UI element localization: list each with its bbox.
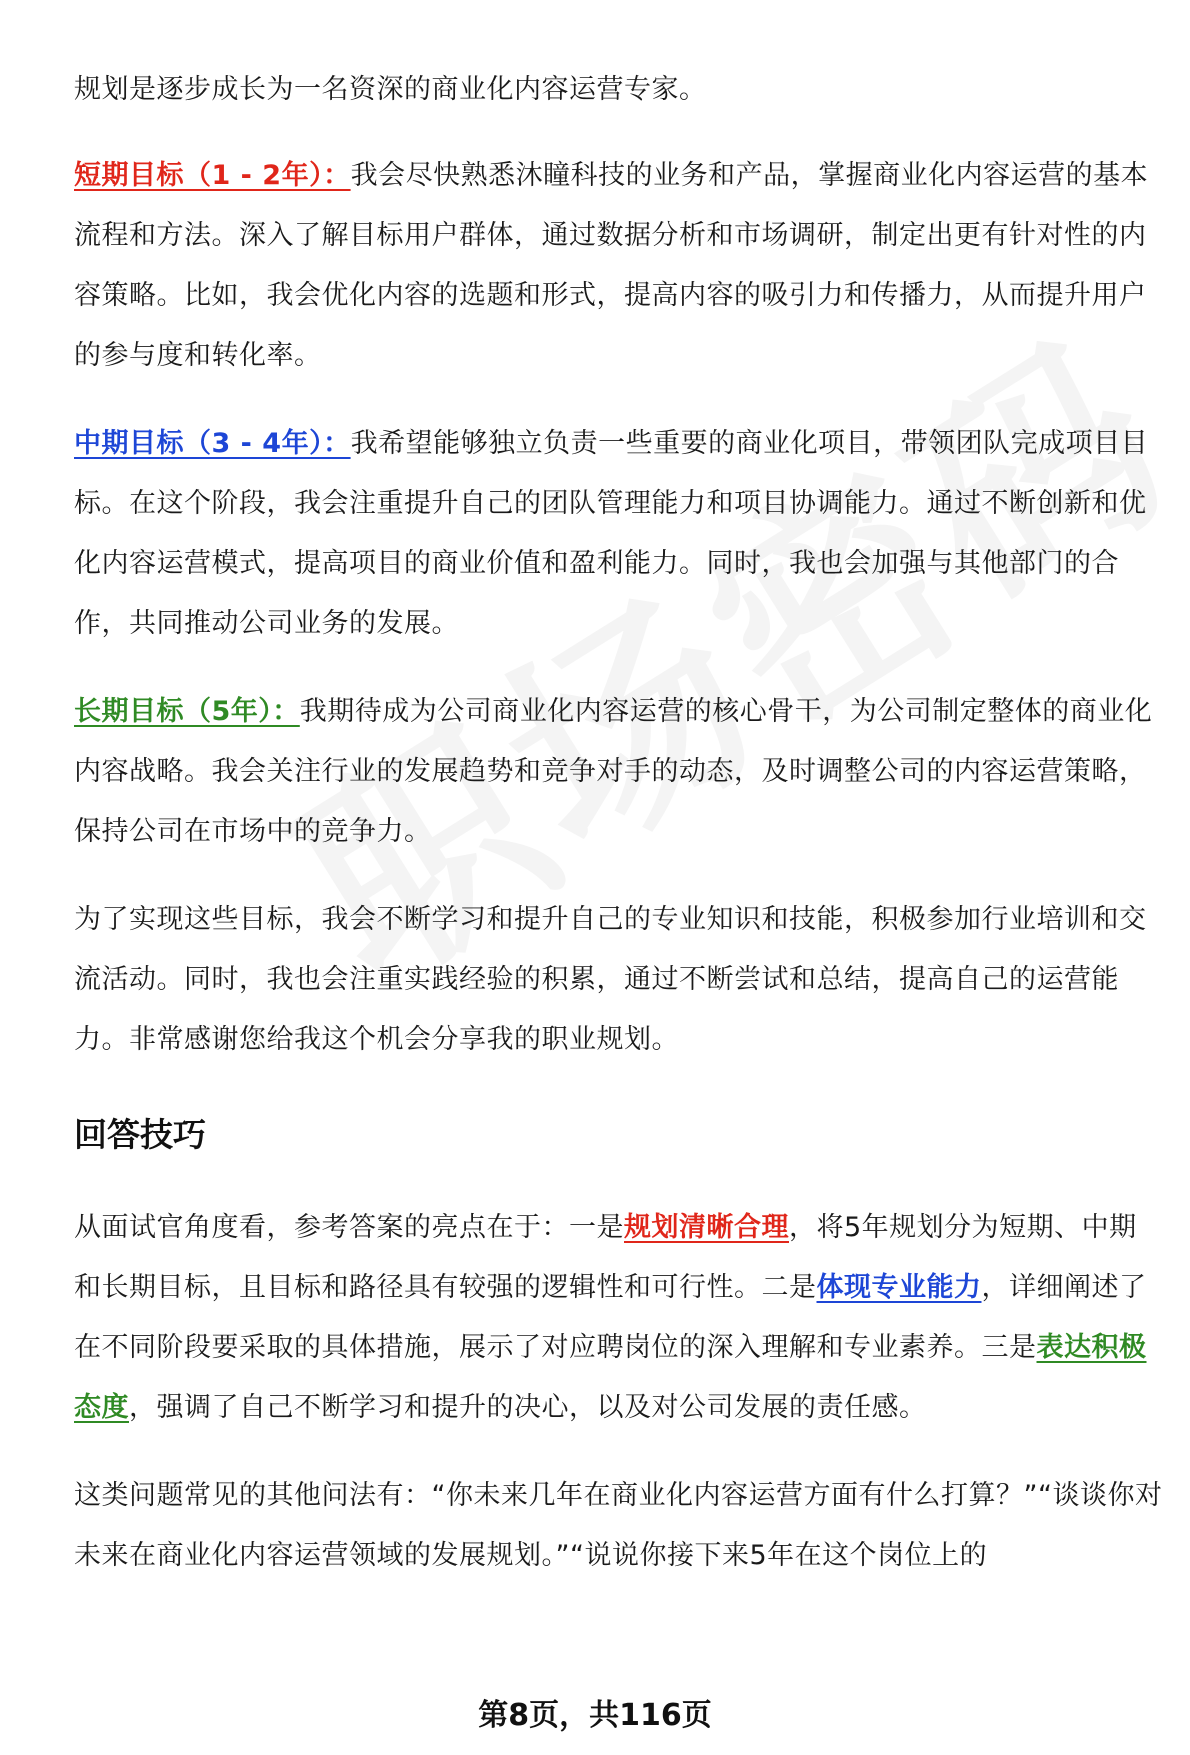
tips-text-a: 从面试官角度看，参考答案的亮点在于：一是 — [74, 1212, 624, 1243]
alternate-questions-text: 这类问题常见的其他问法有：“你未来几年在商业化内容运营方面有什么打算？”“谈谈你对未来在商业化内容运营领域的发展规划。”“说说你接下来5年在这个岗位上的 — [74, 1480, 1163, 1571]
document-page — [74, 60, 1164, 1614]
long-term-goal-paragraph — [74, 682, 1164, 862]
tips-paragraph — [74, 1198, 1164, 1438]
closing-paragraph — [74, 890, 1164, 1070]
tips-text-d: ，强调了自己不断学习和提升的决心，以及对公司发展的责任感。 — [129, 1392, 927, 1423]
short-term-goal-text: 我会尽快熟悉沐瞳科技的业务和产品，掌握商业化内容运营的基本流程和方法。深入了解目标用户群体，通过数据分析和市场调研，制定出更有针对性的内容策略。比如，我会优化内容的选题和形式，提高内容的吸引力和传播力，从而提升用户的参与度和转化率。 — [74, 160, 1149, 371]
tips-heading: 回答技巧 — [74, 1115, 206, 1154]
mid-term-goal-label: 中期目标（3 - 4年）： — [74, 428, 351, 459]
highlight-clear-plan: 规划清晰合理 — [624, 1212, 789, 1243]
mid-term-goal-text: 我希望能够独立负责一些重要的商业化项目，带领团队完成项目目标。在这个阶段，我会注重提升自己的团队管理能力和项目协调能力。通过不断创新和优化内容运营模式，提高项目的商业价值和盈利能力。同时，我也会加强与其他部门的合作，共同推动公司业务的发展。 — [74, 428, 1149, 639]
page-number: 第8页，共116页 — [478, 1698, 712, 1733]
highlight-positive-attitude: 表达积极态度 — [74, 1332, 1147, 1423]
alternate-questions-paragraph — [74, 1466, 1164, 1586]
long-term-goal-text: 我期待成为公司商业化内容运营的核心骨干，为公司制定整体的商业化内容战略。我会关注行业的发展趋势和竞争对手的动态，及时调整公司的内容运营策略，保持公司在市场中的竞争力。 — [74, 696, 1153, 847]
tips-text-c: ，详细阐述了在不同阶段要采取的具体措施，展示了对应聘岗位的深入理解和专业素养。三是 — [74, 1272, 1147, 1363]
long-term-goal-label: 长期目标（5年）： — [74, 696, 300, 727]
tips-text-b: ，将5年规划分为短期、中期和长期目标，且目标和路径具有较强的逻辑性和可行性。二是 — [74, 1212, 1137, 1303]
short-term-goal-label: 短期目标（1 - 2年）： — [74, 160, 351, 191]
closing-text: 为了实现这些目标，我会不断学习和提升自己的专业知识和技能，积极参加行业培训和交流活动。同时，我也会注重实践经验的积累，通过不断尝试和总结，提高自己的运营能力。非常感谢您给我这个机会分享我的职业规划。 — [74, 904, 1147, 1055]
short-term-goal-paragraph — [74, 146, 1164, 386]
intro-paragraph — [74, 60, 1164, 120]
highlight-professional-ability: 体现专业能力 — [816, 1272, 982, 1303]
intro-text: 规划是逐步成长为一名资深的商业化内容运营专家。 — [74, 74, 707, 105]
mid-term-goal-paragraph — [74, 414, 1164, 654]
